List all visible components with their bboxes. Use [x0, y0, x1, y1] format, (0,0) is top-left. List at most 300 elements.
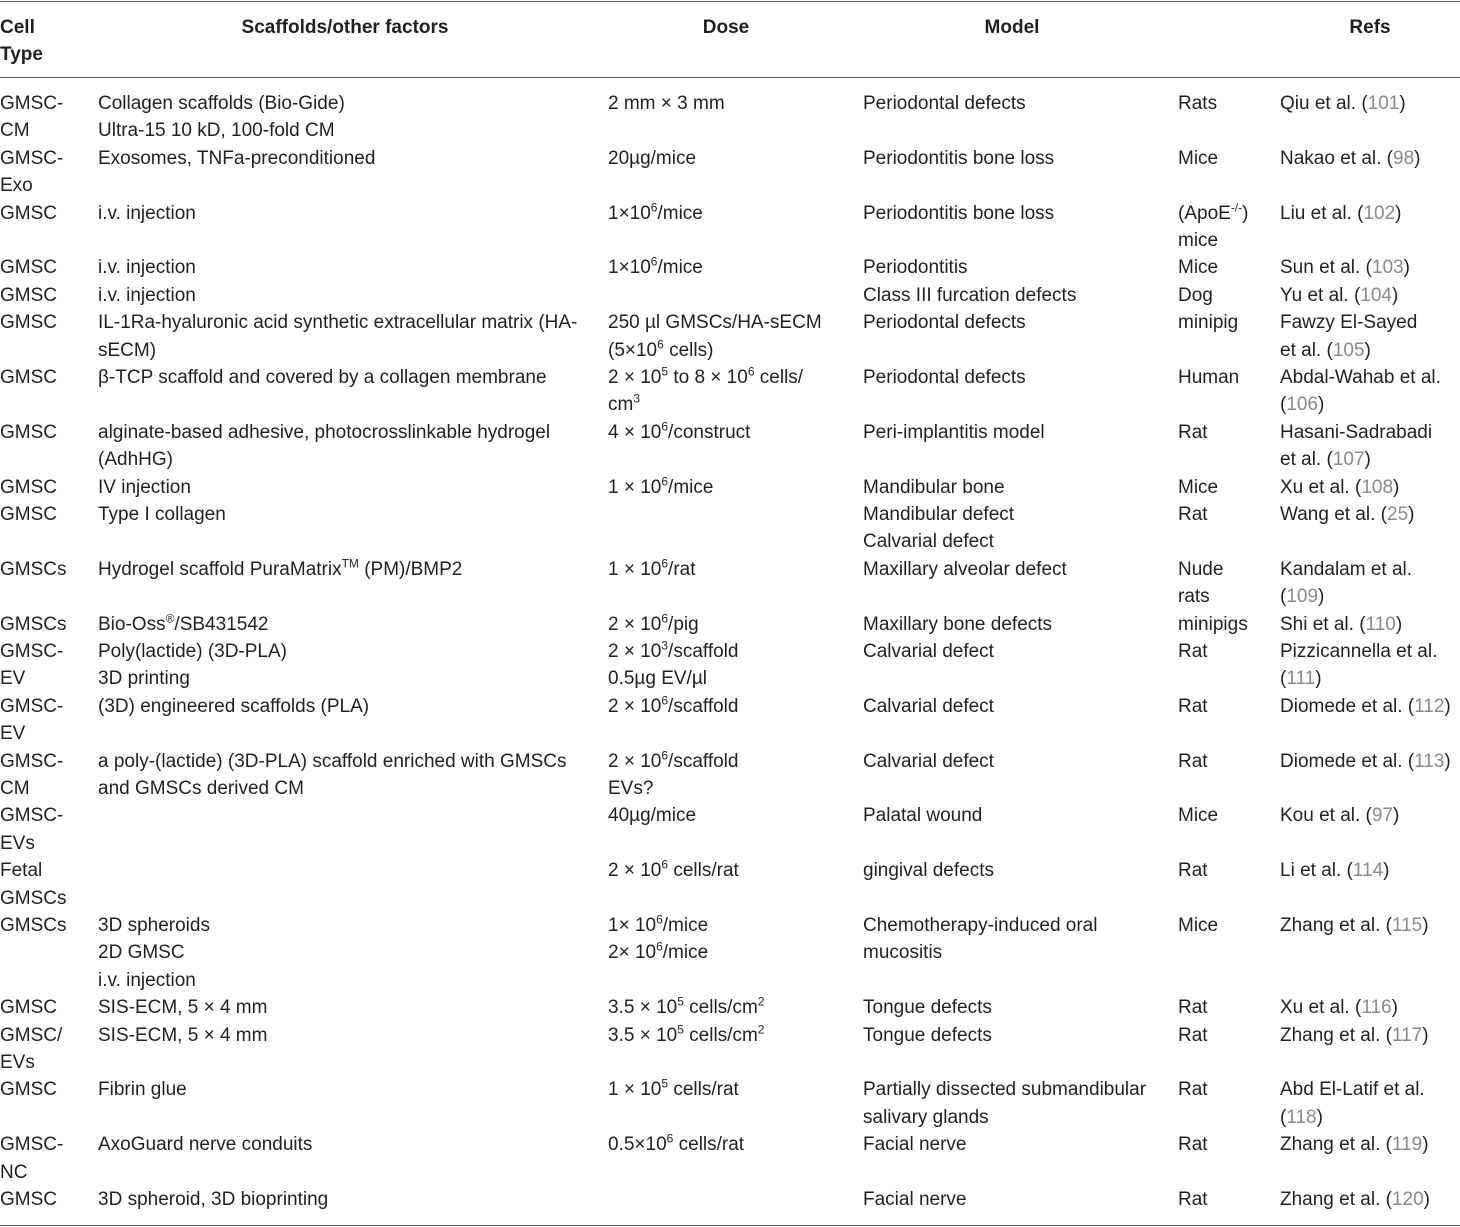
- table-row: [0, 419, 1460, 474]
- cell-ref: [1280, 611, 1402, 638]
- reference-link[interactable]: 120: [1391, 1188, 1424, 1210]
- dose-line: $0.5\times 10^6$ cells/rat: [608, 1131, 745, 1156]
- cell-ref: [1280, 90, 1406, 117]
- cell-scaffold: [98, 309, 577, 364]
- ref-line: Zhang et al. (115): [1280, 914, 1429, 936]
- reference-link[interactable]: 111: [1286, 668, 1316, 690]
- cell-type: [0, 638, 63, 693]
- ref-line: Liu et al. (102): [1280, 202, 1402, 224]
- cell-ref: [1280, 364, 1441, 419]
- model-line: Maxillary alveolar defect: [863, 558, 1067, 580]
- cell-dose: [608, 364, 803, 419]
- cell-type: [0, 1076, 57, 1103]
- scaffold-line: Exosomes, TNFa-preconditioned: [98, 147, 376, 169]
- dose-line: 250 µl GMSCs/HA-sECM: [608, 312, 822, 334]
- reference-link[interactable]: 110: [1365, 613, 1396, 635]
- superscript: 2: [757, 994, 765, 1009]
- cell-model: [863, 145, 1054, 172]
- superscript: 5: [661, 1076, 669, 1091]
- cell-dose: [608, 611, 699, 638]
- cell-ref: [1280, 556, 1412, 611]
- superscript: 6: [650, 200, 658, 215]
- reference-link[interactable]: 112: [1414, 695, 1445, 717]
- species-line: Rat: [1178, 421, 1208, 443]
- cell-scaffold: [98, 748, 567, 803]
- model-line: Calvarial defect: [863, 695, 994, 717]
- ref-line: Zhang et al. (120): [1280, 1188, 1430, 1210]
- superscript: 6: [661, 748, 669, 763]
- table-row: [0, 282, 1460, 309]
- ref-line: Kandalam et al.: [1280, 558, 1413, 580]
- scaffold-line: 3D printing: [98, 668, 190, 690]
- dose-line: $1 \times 10^6$/rat: [608, 556, 696, 580]
- cell-model: [863, 638, 994, 665]
- cell-type-line: GMSCs: [0, 558, 67, 580]
- model-line: Mandibular bone: [863, 476, 1005, 498]
- cell-model: [863, 200, 1054, 227]
- cell-type-line: GMSC: [0, 997, 57, 1019]
- model-line: Periodontal defects: [863, 366, 1026, 388]
- cell-model: [863, 474, 1005, 501]
- cell-dose: [608, 1022, 764, 1049]
- scaffold-line: β-TCP scaffold and covered by a collagen membrane: [98, 366, 547, 388]
- ref-line: Xu et al. (108): [1280, 476, 1400, 498]
- table-row: [0, 90, 1460, 145]
- cell-type-line: GMSC-: [0, 1134, 64, 1156]
- superscript: 6: [661, 857, 669, 872]
- reference-link[interactable]: 108: [1361, 476, 1394, 498]
- reference-link[interactable]: 117: [1391, 1024, 1423, 1046]
- table-row: [0, 200, 1460, 255]
- cell-ref: [1280, 145, 1420, 172]
- dose-line: $3.5 \times 10^5$ cells/$cm^2$: [608, 994, 765, 1019]
- cell-type-line: GMSC-: [0, 147, 64, 169]
- cell-model: [863, 254, 968, 281]
- cell-type: [0, 282, 57, 309]
- cell-scaffold: [98, 912, 210, 994]
- cell-scaffold: [98, 1186, 328, 1213]
- table-row: [0, 145, 1460, 200]
- bottom-rule: [0, 1225, 1460, 1226]
- reference-link[interactable]: 25: [1387, 503, 1409, 525]
- scaffold-line: Fibrin glue: [98, 1079, 187, 1101]
- reference-link[interactable]: 98: [1393, 147, 1415, 169]
- model-line: Periodontal defects: [863, 93, 1026, 114]
- species-line: Human: [1178, 366, 1240, 388]
- cell-model: [863, 1186, 967, 1213]
- reference-link[interactable]: 97: [1371, 805, 1394, 827]
- reference-link[interactable]: 103: [1371, 257, 1404, 279]
- cell-type-line: GMSC-: [0, 640, 64, 662]
- cell-species: [1178, 309, 1238, 336]
- dose-line: EVs?: [608, 777, 654, 799]
- reference-link[interactable]: 114: [1352, 860, 1384, 882]
- cell-model: [863, 1076, 1146, 1131]
- cell-scaffold: [98, 282, 196, 309]
- cell-type: [0, 145, 63, 200]
- cell-type-line: Fetal: [0, 860, 43, 882]
- scaffold-line: alginate-based adhesive, photocrosslinkable hydrogel: [98, 421, 551, 443]
- cell-species: [1178, 200, 1248, 255]
- reference-link[interactable]: 119: [1391, 1134, 1423, 1156]
- ref-line: Fawzy El-Sayed: [1280, 312, 1418, 334]
- cell-type: [0, 802, 63, 857]
- cell-dose: [608, 1076, 739, 1103]
- cell-type: [0, 309, 57, 336]
- cell-type: [0, 693, 63, 748]
- scaffold-line: (AdhHG): [98, 449, 173, 471]
- scaffold-line: and GMSCs derived CM: [98, 777, 304, 799]
- dose-line: $2\times 10^6$/mice: [608, 940, 709, 964]
- ref-line: et al. (105): [1280, 339, 1371, 361]
- cell-dose: [608, 90, 725, 117]
- cell-scaffold: [98, 693, 369, 720]
- cell-type-line: GMSCs: [0, 887, 67, 909]
- cell-dose: [608, 419, 750, 446]
- model-line: salivary glands: [863, 1106, 989, 1128]
- cell-type-line: EVs: [0, 1051, 35, 1073]
- model-line: Tongue defects: [863, 1024, 992, 1046]
- cell-model: [863, 994, 992, 1021]
- reference-link[interactable]: 102: [1363, 202, 1396, 224]
- cell-dose: [608, 254, 703, 281]
- scaffold-line: AxoGuard nerve conduits: [98, 1134, 313, 1156]
- ref-line: Zhang et al. (117): [1280, 1024, 1429, 1046]
- dose-line: $2 \times 10^6$/scaffold: [608, 693, 739, 717]
- cell-dose: [608, 638, 738, 693]
- table-row: [0, 1131, 1460, 1186]
- cell-species: [1178, 802, 1218, 829]
- species-line: Mice: [1178, 805, 1219, 827]
- header-rule: [0, 77, 1460, 78]
- cell-type: [0, 1186, 57, 1213]
- cell-type: [0, 611, 67, 638]
- species-line: Nude: [1178, 558, 1224, 580]
- dose-line: 2 mm × 3 mm: [608, 93, 725, 114]
- cell-model: [863, 1131, 967, 1158]
- cell-species: [1178, 638, 1208, 665]
- cell-scaffold: [98, 638, 287, 693]
- cell-scaffold: [98, 145, 375, 172]
- scaffold-line: a poly-(lactide) (3D-PLA) scaffold enriched with GMSCs: [98, 750, 567, 772]
- cell-type: [0, 419, 57, 446]
- cell-type: [0, 254, 57, 281]
- model-line: Palatal wound: [863, 805, 983, 827]
- cell-model: [863, 611, 1052, 638]
- cell-ref: [1280, 1131, 1429, 1158]
- model-line: Mandibular defect: [863, 503, 1015, 525]
- cell-species: [1178, 611, 1248, 638]
- ref-line: Shi et al. (110): [1280, 613, 1403, 635]
- scaffold-line: Hydrogel scaffold PuraMatrix™ (PM)/BMP2: [98, 556, 463, 580]
- scaffold-line: IV injection: [98, 476, 191, 498]
- model-line: Facial nerve: [863, 1188, 967, 1210]
- species-line: Rat: [1178, 1079, 1208, 1101]
- scaffold-line: 2D GMSC: [98, 942, 185, 964]
- cell-type-line: GMSC: [0, 421, 57, 443]
- cell-type-line: GMSC-: [0, 750, 64, 772]
- scaffold-line: Type I collagen: [98, 503, 226, 525]
- cell-type-line: GMSC-: [0, 805, 64, 827]
- dose-line: $2 \times 10^6$/pig: [608, 611, 699, 635]
- cell-type-line: Exo: [0, 175, 33, 197]
- cell-species: [1178, 501, 1208, 528]
- header-model: Model: [984, 17, 1040, 38]
- cell-ref: [1280, 802, 1399, 829]
- dose-line: $3.5 \times 10^5$ cells/$cm^2$: [608, 1022, 765, 1046]
- cell-scaffold: [98, 90, 345, 145]
- cell-type: [0, 90, 63, 145]
- ref-line: Sun et al. (103): [1280, 257, 1410, 279]
- reference-link[interactable]: 115: [1391, 914, 1423, 936]
- dose-line: $1\times 10^6$/mice: [608, 912, 709, 936]
- table-body: [0, 90, 1460, 1213]
- cell-dose: [608, 556, 696, 583]
- cell-type: [0, 994, 57, 1021]
- scaffold-line: i.v. injection: [98, 202, 196, 224]
- ref-line: (118): [1280, 1106, 1323, 1128]
- cell-model: [863, 419, 1045, 446]
- scaffold-line: (3D) engineered scaffolds (PLA): [98, 695, 370, 717]
- cell-scaffold: [98, 200, 196, 227]
- table-row: [0, 693, 1460, 748]
- table-row: [0, 857, 1460, 912]
- species-line: mice: [1178, 230, 1219, 251]
- ref-line: Abdal-Wahab et al.: [1280, 366, 1441, 388]
- cell-ref: [1280, 474, 1399, 501]
- table-row: [0, 309, 1460, 364]
- scaffold-line: Collagen scaffolds (Bio-Gide): [98, 93, 345, 114]
- cell-type: [0, 200, 57, 227]
- superscript: 6: [747, 364, 755, 379]
- cell-ref: [1280, 857, 1390, 884]
- scaffold-line: Ultra-15 10 kD, 100-fold CM: [98, 120, 335, 142]
- reference-link[interactable]: 107: [1332, 449, 1365, 471]
- reference-link[interactable]: 109: [1286, 586, 1319, 608]
- species-line: Mice: [1178, 147, 1219, 169]
- cell-type-line: EV: [0, 668, 26, 690]
- cell-scaffold: [98, 1131, 312, 1158]
- model-line: Periodontal defects: [863, 312, 1026, 334]
- scaffold-line: SIS-ECM, 5 × 4 mm: [98, 997, 268, 1019]
- species-line: Rat: [1178, 1024, 1208, 1046]
- superscript: -/-: [1230, 200, 1243, 215]
- species-line: minipigs: [1178, 613, 1248, 635]
- cell-species: [1178, 474, 1218, 501]
- dose-line: $1\times 10^6$/mice: [608, 200, 703, 224]
- cell-ref: [1280, 309, 1417, 364]
- scaffold-line: IL-1Ra-hyaluronic acid synthetic extracellular matrix (HA-: [98, 312, 578, 334]
- superscript: ®: [165, 611, 175, 626]
- reference-link[interactable]: 118: [1286, 1106, 1317, 1128]
- cell-species: [1178, 1131, 1208, 1158]
- cell-type-line: GMSC: [0, 312, 57, 334]
- dose-line: 40µg/mice: [608, 805, 697, 827]
- table-row: [0, 1022, 1460, 1077]
- top-rule: [0, 1, 1460, 2]
- dose-line: 0.5µg EV/µl: [608, 668, 707, 690]
- superscript: 6: [657, 337, 664, 352]
- species-line: Mice: [1178, 914, 1219, 936]
- cell-model: [863, 1022, 992, 1049]
- cell-scaffold: [98, 994, 267, 1021]
- superscript: 3: [661, 638, 669, 653]
- table-row: [0, 556, 1460, 611]
- dose-line: $2 \times 10^6$ cells/rat: [608, 857, 739, 882]
- cell-scaffold: [98, 419, 550, 474]
- species-line: Rat: [1178, 997, 1208, 1019]
- cell-type-line: GMSCs: [0, 914, 67, 936]
- table-row: [0, 501, 1460, 556]
- cell-model: [863, 309, 1026, 336]
- cell-scaffold: [98, 611, 268, 638]
- cell-ref: [1280, 693, 1451, 720]
- cell-dose: [608, 309, 822, 364]
- cell-model: [863, 501, 1014, 556]
- cell-type-line: GMSC: [0, 366, 57, 388]
- ref-line: Qiu et al. (101): [1280, 93, 1406, 114]
- model-line: Facial nerve: [863, 1134, 967, 1156]
- reference-link[interactable]: 113: [1414, 750, 1445, 772]
- ref-line: Yu et al. (104): [1280, 284, 1399, 306]
- species-line: Rat: [1178, 1134, 1208, 1156]
- cell-ref: [1280, 1076, 1425, 1131]
- cell-ref: [1280, 748, 1451, 775]
- model-line: gingival defects: [863, 860, 994, 882]
- cell-species: [1178, 556, 1223, 611]
- cell-type-line: EVs: [0, 832, 35, 854]
- species-line: Rat: [1178, 750, 1208, 772]
- ref-line: (109): [1280, 586, 1325, 608]
- superscript: TM: [341, 556, 359, 571]
- superscript: 3: [633, 392, 641, 407]
- cell-species: [1178, 994, 1208, 1021]
- cell-ref: [1280, 419, 1432, 474]
- cell-species: [1178, 693, 1208, 720]
- ref-line: Diomede et al. (112): [1280, 695, 1451, 717]
- species-line: minipig: [1178, 312, 1239, 334]
- reference-link[interactable]: 116: [1361, 997, 1392, 1019]
- dose-line: 20µg/mice: [608, 147, 697, 169]
- superscript: 6: [661, 474, 669, 489]
- cell-type: [0, 501, 57, 528]
- species-line: Mice: [1178, 257, 1219, 279]
- dose-line: $cm^3$: [608, 392, 641, 416]
- model-line: Periodontitis bone loss: [863, 202, 1055, 224]
- dose-line: ($5\times 10^6$ cells): [608, 337, 714, 361]
- scaffold-line: Poly(lactide) (3D-PLA): [98, 640, 287, 662]
- model-line: Tongue defects: [863, 997, 992, 1019]
- dose-line: $1 \times 10^5$ cells/rat: [608, 1076, 739, 1101]
- header-scaffolds: Scaffolds/other factors: [241, 17, 449, 38]
- cell-type: [0, 748, 63, 803]
- species-line: Mice: [1178, 476, 1219, 498]
- cell-dose: [608, 857, 739, 884]
- model-line: Chemotherapy-induced oral: [863, 914, 1098, 936]
- cell-dose: [608, 1131, 744, 1158]
- ref-line: Li et al. (114): [1280, 860, 1390, 882]
- cell-ref: [1280, 200, 1401, 227]
- cell-dose: [608, 474, 713, 501]
- cell-ref: [1280, 282, 1398, 309]
- cell-ref: [1280, 912, 1429, 939]
- cell-type: [0, 912, 67, 939]
- reference-link[interactable]: 101: [1367, 93, 1400, 114]
- cell-type-line: GMSC: [0, 1079, 57, 1101]
- model-line: Calvarial defect: [863, 640, 994, 662]
- ref-line: (111): [1280, 668, 1322, 690]
- reference-link[interactable]: 105: [1332, 339, 1365, 361]
- cell-type: [0, 474, 57, 501]
- cell-species: [1178, 90, 1217, 117]
- cell-type-line: GMSC: [0, 476, 57, 498]
- ref-line: Wang et al. (25): [1280, 503, 1415, 525]
- ref-line: (106): [1280, 394, 1325, 416]
- cell-scaffold: [98, 501, 226, 528]
- species-line: Rat: [1178, 695, 1208, 717]
- cell-type-line: GMSC: [0, 1188, 57, 1210]
- ref-line: Xu et al. (116): [1280, 997, 1398, 1019]
- model-line: Partially dissected submandibular: [863, 1079, 1147, 1101]
- cell-dose: [608, 200, 703, 227]
- table-row: [0, 254, 1460, 281]
- cell-species: [1178, 282, 1213, 309]
- cell-dose: [608, 693, 738, 720]
- cell-model: [863, 556, 1067, 583]
- reference-link[interactable]: 106: [1286, 394, 1319, 416]
- cell-type: [0, 1131, 63, 1186]
- cell-model: [863, 748, 994, 775]
- dose-line: $2 \times 10^6$/scaffold: [608, 748, 739, 772]
- species-line: Rats: [1178, 93, 1218, 114]
- cell-type-line: GMSC: [0, 284, 57, 306]
- header-cell-type: Cell Type: [0, 17, 43, 65]
- cell-ref: [1280, 638, 1437, 693]
- cell-scaffold: [98, 254, 196, 281]
- scaffold-line: 3D spheroids: [98, 914, 210, 936]
- superscript: 6: [661, 693, 669, 708]
- table-row: [0, 748, 1460, 803]
- scaffold-line: sECM): [98, 339, 157, 361]
- superscript: 6: [666, 1131, 674, 1146]
- cell-type: [0, 364, 57, 391]
- species-line: rats: [1178, 586, 1210, 608]
- reference-link[interactable]: 104: [1360, 284, 1392, 306]
- ref-line: Abd El-Latif et al.: [1280, 1079, 1425, 1101]
- cell-ref: [1280, 994, 1398, 1021]
- cell-type: [0, 556, 67, 583]
- species-line: (ApoE-/-): [1178, 200, 1249, 224]
- cell-dose: [608, 748, 738, 803]
- scaffold-line: i.v. injection: [98, 969, 196, 991]
- cell-scaffold: [98, 1022, 267, 1049]
- ref-line: Pizzicannella et al.: [1280, 640, 1438, 662]
- ref-line: Hasani-Sadrabadi: [1280, 421, 1433, 443]
- model-line: Periodontitis bone loss: [863, 147, 1055, 169]
- superscript: 5: [661, 364, 669, 379]
- superscript: 6: [656, 912, 663, 927]
- ref-line: Zhang et al. (119): [1280, 1134, 1429, 1156]
- table-row: [0, 638, 1460, 693]
- model-line: Peri-implantitis model: [863, 421, 1045, 443]
- dose-line: $1 \times 10^6$/mice: [608, 474, 714, 498]
- superscript: 5: [677, 1022, 684, 1037]
- cell-type-line: CM: [0, 120, 30, 142]
- cell-model: [863, 364, 1026, 391]
- cell-species: [1178, 912, 1218, 939]
- dose-line: $2 \times 10^3$/scaffold: [608, 638, 739, 662]
- ref-line: Nakao et al. (98): [1280, 147, 1421, 169]
